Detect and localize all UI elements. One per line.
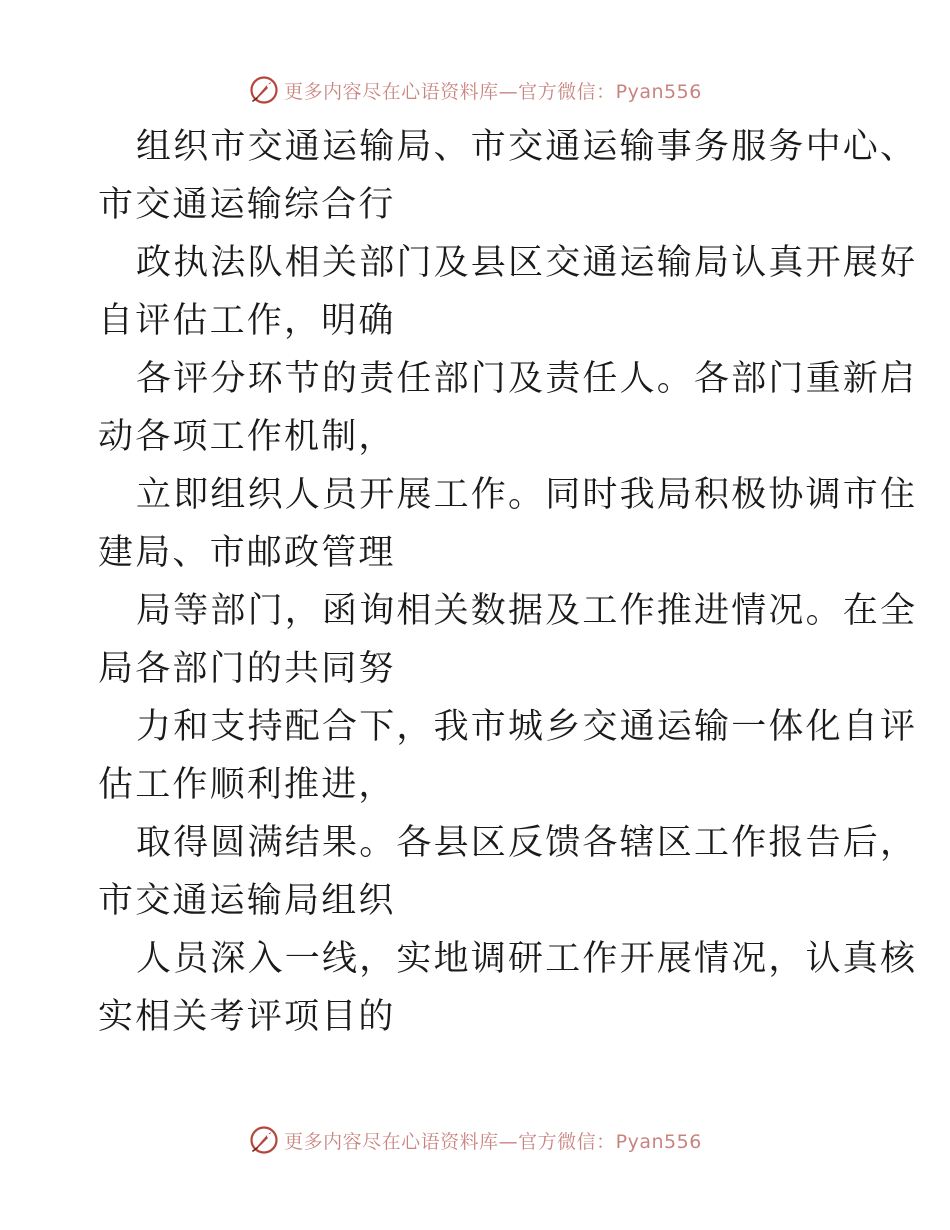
body-line: 市交通运输综合行 xyxy=(98,185,396,225)
document-body xyxy=(98,118,918,1046)
body-line: 估工作顺利推进， xyxy=(98,765,396,805)
body-line: 市交通运输局组织 xyxy=(98,881,396,921)
footer-banner xyxy=(0,1120,950,1160)
body-line: 各评分环节的责任部门及责任人。各部门重新启 xyxy=(136,359,918,399)
body-line: 建局、市邮政管理 xyxy=(98,533,396,573)
body-line: 取得圆满结果。各县区反馈各辖区工作报告后， xyxy=(136,823,918,863)
body-line: 局等部门，函询相关数据及工作推进情况。在全 xyxy=(136,591,918,631)
body-line: 组织市交通运输局、市交通运输事务服务中心、 xyxy=(136,127,918,167)
body-line: 力和支持配合下，我市城乡交通运输一体化自评 xyxy=(136,707,918,747)
quill-pen-circle-icon xyxy=(248,1124,280,1156)
body-line: 动各项工作机制， xyxy=(98,417,396,457)
body-line: 政执法队相关部门及县区交通运输局认真开展好 xyxy=(136,243,918,283)
quill-pen-circle-icon xyxy=(248,74,280,106)
body-line: 自评估工作，明确 xyxy=(98,301,396,341)
header-banner-text: 更多内容尽在心语资料库—官方微信：Pyan556 xyxy=(284,80,702,103)
body-line: 立即组织人员开展工作。同时我局积极协调市住 xyxy=(136,475,918,515)
footer-banner-text: 更多内容尽在心语资料库—官方微信：Pyan556 xyxy=(284,1130,702,1153)
header-banner xyxy=(0,70,950,110)
body-line: 实相关考评项目的 xyxy=(98,997,396,1037)
body-line: 人员深入一线，实地调研工作开展情况，认真核 xyxy=(136,939,918,979)
body-line: 局各部门的共同努 xyxy=(98,649,396,689)
